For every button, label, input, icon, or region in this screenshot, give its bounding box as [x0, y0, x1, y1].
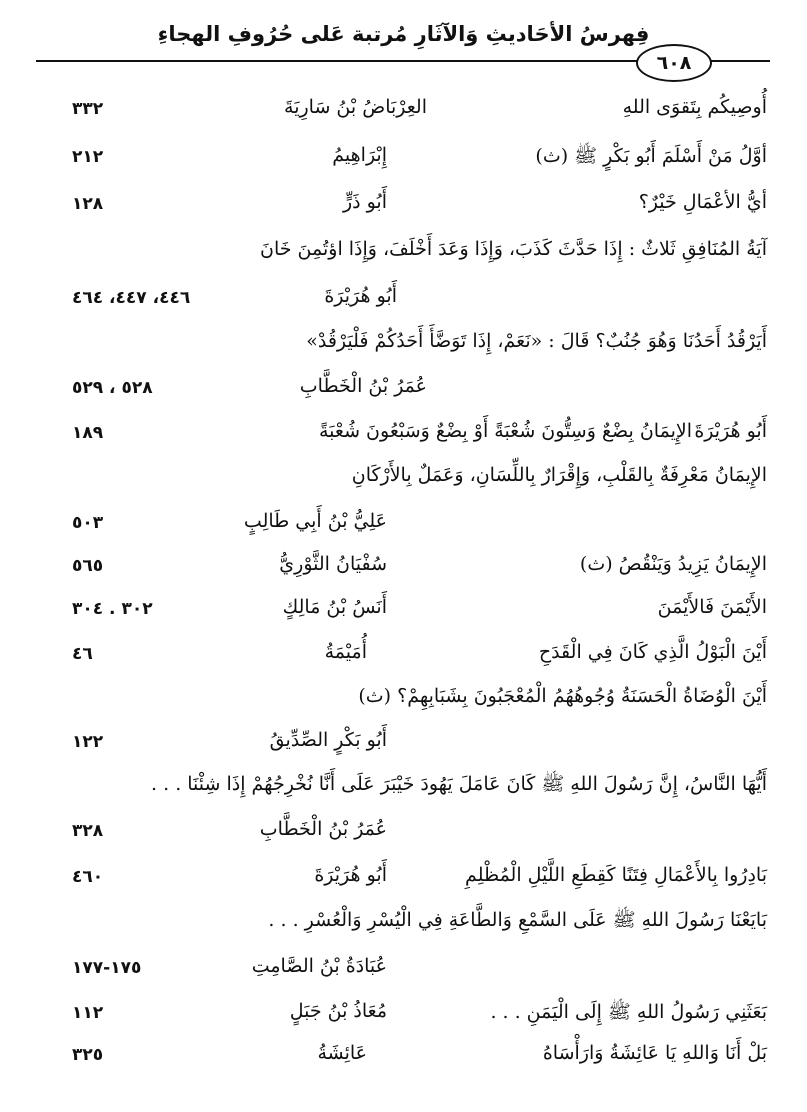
entry-pages: ٥٠٣ [72, 513, 104, 533]
entry-narrator: أَبُو هُرَيْرَةَ [324, 285, 397, 307]
page-number: ٦٠٨ [636, 44, 712, 82]
entry-text: بَايَعْنَا رَسُولَ اللهِ ﷺ عَلَى السَّمْعِ وَالطَّاعَةِ فِي الْيُسْرِ وَالْعُسْرِ . . . [268, 909, 767, 931]
entry-narrator: أَنَسُ بْنُ مَالِكٍ [282, 596, 387, 618]
header-rule-right [706, 60, 770, 62]
entry-narrator: عُبَادَةُ بْنُ الصَّامِتِ [251, 955, 387, 977]
entry-narrator: سُفْيَانُ الثَّوْرِيُّ [279, 553, 387, 575]
entry-narrator: إِبْرَاهِيمُ [332, 144, 387, 166]
entry-pages: ٢١٢ [72, 147, 104, 167]
entry-text: الإِيمَانُ يَزِيدُ وَيَنْقُصُ (ث) [579, 553, 767, 575]
entry-pages: ٣٢٨ [72, 821, 104, 841]
entry-narrator: أَبُو ذَرٍّ [342, 191, 387, 213]
entry-pages: ١٢٨ [72, 194, 104, 214]
entry-narrator: عُمَرُ بْنُ الْخَطَّابِ [259, 818, 387, 840]
header-rule-left [36, 60, 638, 62]
entry-pages: ٣٢٥ [72, 1045, 104, 1065]
entry-pages: ٣٣٢ [72, 99, 104, 119]
entry-text: الإِيمَانُ مَعْرِفَةٌ بِالقَلْبِ، وَإِقْرَارٌ بِاللِّسَانِ، وَعَمَلٌ بِالأَرْكَانِ [351, 464, 767, 486]
entry-text: الإِيمَانُ بِضْعٌ وَسِتُّونَ شُعْبَةً أَوْ بِضْعٌ وَسَبْعُونَ شُعْبَةً [319, 420, 692, 442]
entry-text: الأَيْمَنَ فَالأَيْمَنَ [657, 596, 767, 618]
entry-narrator: أَبُو بَكْرٍ الصِّدِّيقُ [269, 729, 387, 751]
entry-text: أَيُّهَا النَّاسُ، إِنَّ رَسُولَ اللهِ ﷺ كَانَ عَامَلَ يَهُودَ خَيْبَرَ عَلَى أَنَّا نُخْرِجُهُمْ إِذَا شِئْنَا . . . [151, 773, 767, 795]
entry-text: أَيْنَ الْبَوْلُ الَّذِي كَانَ فِي الْقَدَحِ [538, 641, 767, 663]
entry-text: أيُّ الأعْمَالِ خَيْرٌ؟ [638, 191, 767, 213]
entry-pages: ١٧٥-١٧٧ [72, 958, 142, 978]
entry-narrator: عُمَرُ بْنُ الْخَطَّابِ [299, 375, 427, 397]
entry-narrator: العِرْبَاضُ بْنُ سَارِيَةَ [284, 96, 427, 118]
entry-narrator: مُعَاذُ بْنُ جَبَلٍ [289, 1000, 387, 1022]
entry-text: آيَةُ المُنَافِقِ ثَلاثٌ : إِذَا حَدَّثَ كَذَبَ، وَإِذَا وَعَدَ أَخْلَفَ، وَإِذَا اؤتُمِنَ خَانَ [260, 238, 767, 260]
entry-narrator: أُمَيْمَةُ [324, 641, 367, 663]
entry-narrator: عَلِيُّ بْنُ أَبِي طَالِبٍ [243, 510, 387, 532]
entry-pages: ٥٢٨ ، ٥٢٩ [72, 378, 153, 398]
entry-pages: ١٨٩ [72, 423, 104, 443]
entry-narrator: عَائِشَةُ [317, 1042, 367, 1064]
entry-pages: ٥٦٥ [72, 556, 104, 576]
entry-text: أُوصِيكُم بِتَقوَى اللهِ [622, 96, 767, 118]
entry-pages: ٤٦ [72, 644, 93, 664]
entry-text: أوَّلُ مَنْ أَسْلَمَ أَبُو بَكْرٍ ﷺ (ث) [535, 145, 767, 167]
entry-text: أَيَرْقُدُ أَحَدُنَا وَهُوَ جُنُبٌ؟ قَالَ : «نَعَمْ، إِذَا تَوَضَّأَ أَحَدُكُمْ فَلْيَرْقُدْ» [306, 330, 767, 352]
entry-pages: ٤٦٠ [72, 867, 104, 887]
entry-narrator: أَبُو هُرَيْرَةَ [694, 420, 767, 442]
entry-pages: ١٢٢ [72, 732, 104, 752]
entry-pages: ١١٢ [72, 1003, 104, 1023]
entry-narrator: أَبُو هُرَيْرَةَ [314, 864, 387, 886]
entry-text: بَلْ أَنَا وَاللهِ يَا عَائِشَةُ وَارَأْسَاهُ [542, 1042, 767, 1064]
entry-text: أَيْنَ الْوُضَاةُ الْحَسَنَةُ وُجُوهُهُمُ الْمُعْجَبُونَ بِشَبَابِهِمْ؟ (ث) [358, 685, 767, 707]
entry-pages: ٣٠٢ . ٣٠٤ [72, 599, 153, 619]
entry-text: بَادِرُوا بِالأَعْمَالِ فِتَنًا كَقِطَعِ اللَّيْلِ الْمُظْلِمِ [465, 864, 767, 886]
entry-pages: ٤٤٦، ٤٤٧، ٤٦٤ [72, 288, 191, 308]
page-header-title: فِهرسُ الأحَاديثِ وَالآثَارِ مُرتبة عَلى حُرُوفِ الهجاءِ [157, 22, 650, 46]
entry-text: بَعَثَنِي رَسُولُ اللهِ ﷺ إِلَى الْيَمَنِ . . . [490, 1001, 767, 1023]
